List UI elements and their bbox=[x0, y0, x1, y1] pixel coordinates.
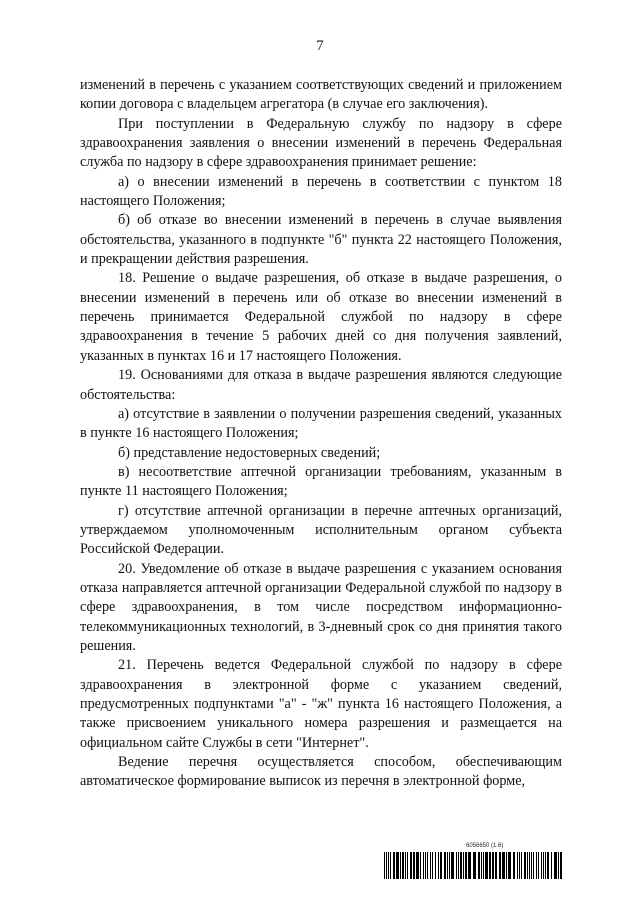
barcode-image bbox=[384, 852, 564, 879]
paragraph: г) отсутствие аптечной организации в перечне аптечных организаций, утверждаемом уполномоченным исполнительным органом субъекта Российской Федерации. bbox=[80, 502, 562, 558]
body-text bbox=[80, 76, 562, 792]
paragraph: а) о внесении изменений в перечень в соответствии с пунктом 18 настоящего Положения; bbox=[80, 173, 562, 210]
paragraph: б) об отказе во внесении изменений в перечень в случае выявления обстоятельства, указанного в подпункте "б" пункта 22 настоящего Положения, и прекращении действия разрешения. bbox=[80, 212, 562, 268]
paragraph: в) несоответствие аптечной организации требованиям, указанным в пункте 11 настоящего Положения; bbox=[80, 463, 562, 500]
paragraph: При поступлении в Федеральную службу по надзору в сфере здравоохранения заявления о внесении изменений в перечень Федеральная служба по надзору в сфере здравоохранения принимает решение: bbox=[80, 115, 562, 171]
paragraph: изменений в перечень с указанием соответствующих сведений и приложением копии договора с владельцем агрегатора (в случае его заключения). bbox=[80, 77, 562, 113]
paragraph: Ведение перечня осуществляется способом, обеспечивающим автоматическое формирование выписок из перечня в электронной форме, bbox=[80, 754, 562, 790]
paragraph: 21. Перечень ведется Федеральной службой по надзору в сфере здравоохранения в электронной форме с указанием сведений, предусмотренных подпунктами "а" - "ж" пункта 16 настоящего Положения, а также присвоением уникального номера разрешения и размещается на официальном сайте Службы в сети "Интернет". bbox=[80, 657, 562, 751]
paragraph: б) представление недостоверных сведений; bbox=[118, 444, 381, 461]
barcode-code: 6056650 (1.6) bbox=[466, 843, 504, 849]
paragraph: а) отсутствие в заявлении о получении разрешения сведений, указанных в пункте 16 настоящего Положения; bbox=[80, 405, 562, 442]
paragraph: 19. Основаниями для отказа в выдаче разрешения являются следующие обстоятельства: bbox=[80, 367, 562, 403]
paragraph: 20. Уведомление об отказе в выдаче разрешения с указанием основания отказа направляется аптечной организации Федеральной службой по надзору в сфере здравоохранения, в том числе посредством информационно-телекоммуникационных технологий, в 3-дневный срок со дня принятия такого решения. bbox=[80, 560, 562, 654]
barcode bbox=[384, 843, 564, 879]
paragraph: 18. Решение о выдаче разрешения, об отказе в выдаче разрешения, о внесении изменений в перечень или об отказе во внесении изменений в перечень принимается Федеральной службой по надзору в сфере здравоохранения в течение 5 рабочих дней со дня получения заявлений, указанных в пунктах 16 и 17 настоящего Положения. bbox=[80, 270, 562, 364]
page-number: 7 bbox=[316, 38, 324, 54]
